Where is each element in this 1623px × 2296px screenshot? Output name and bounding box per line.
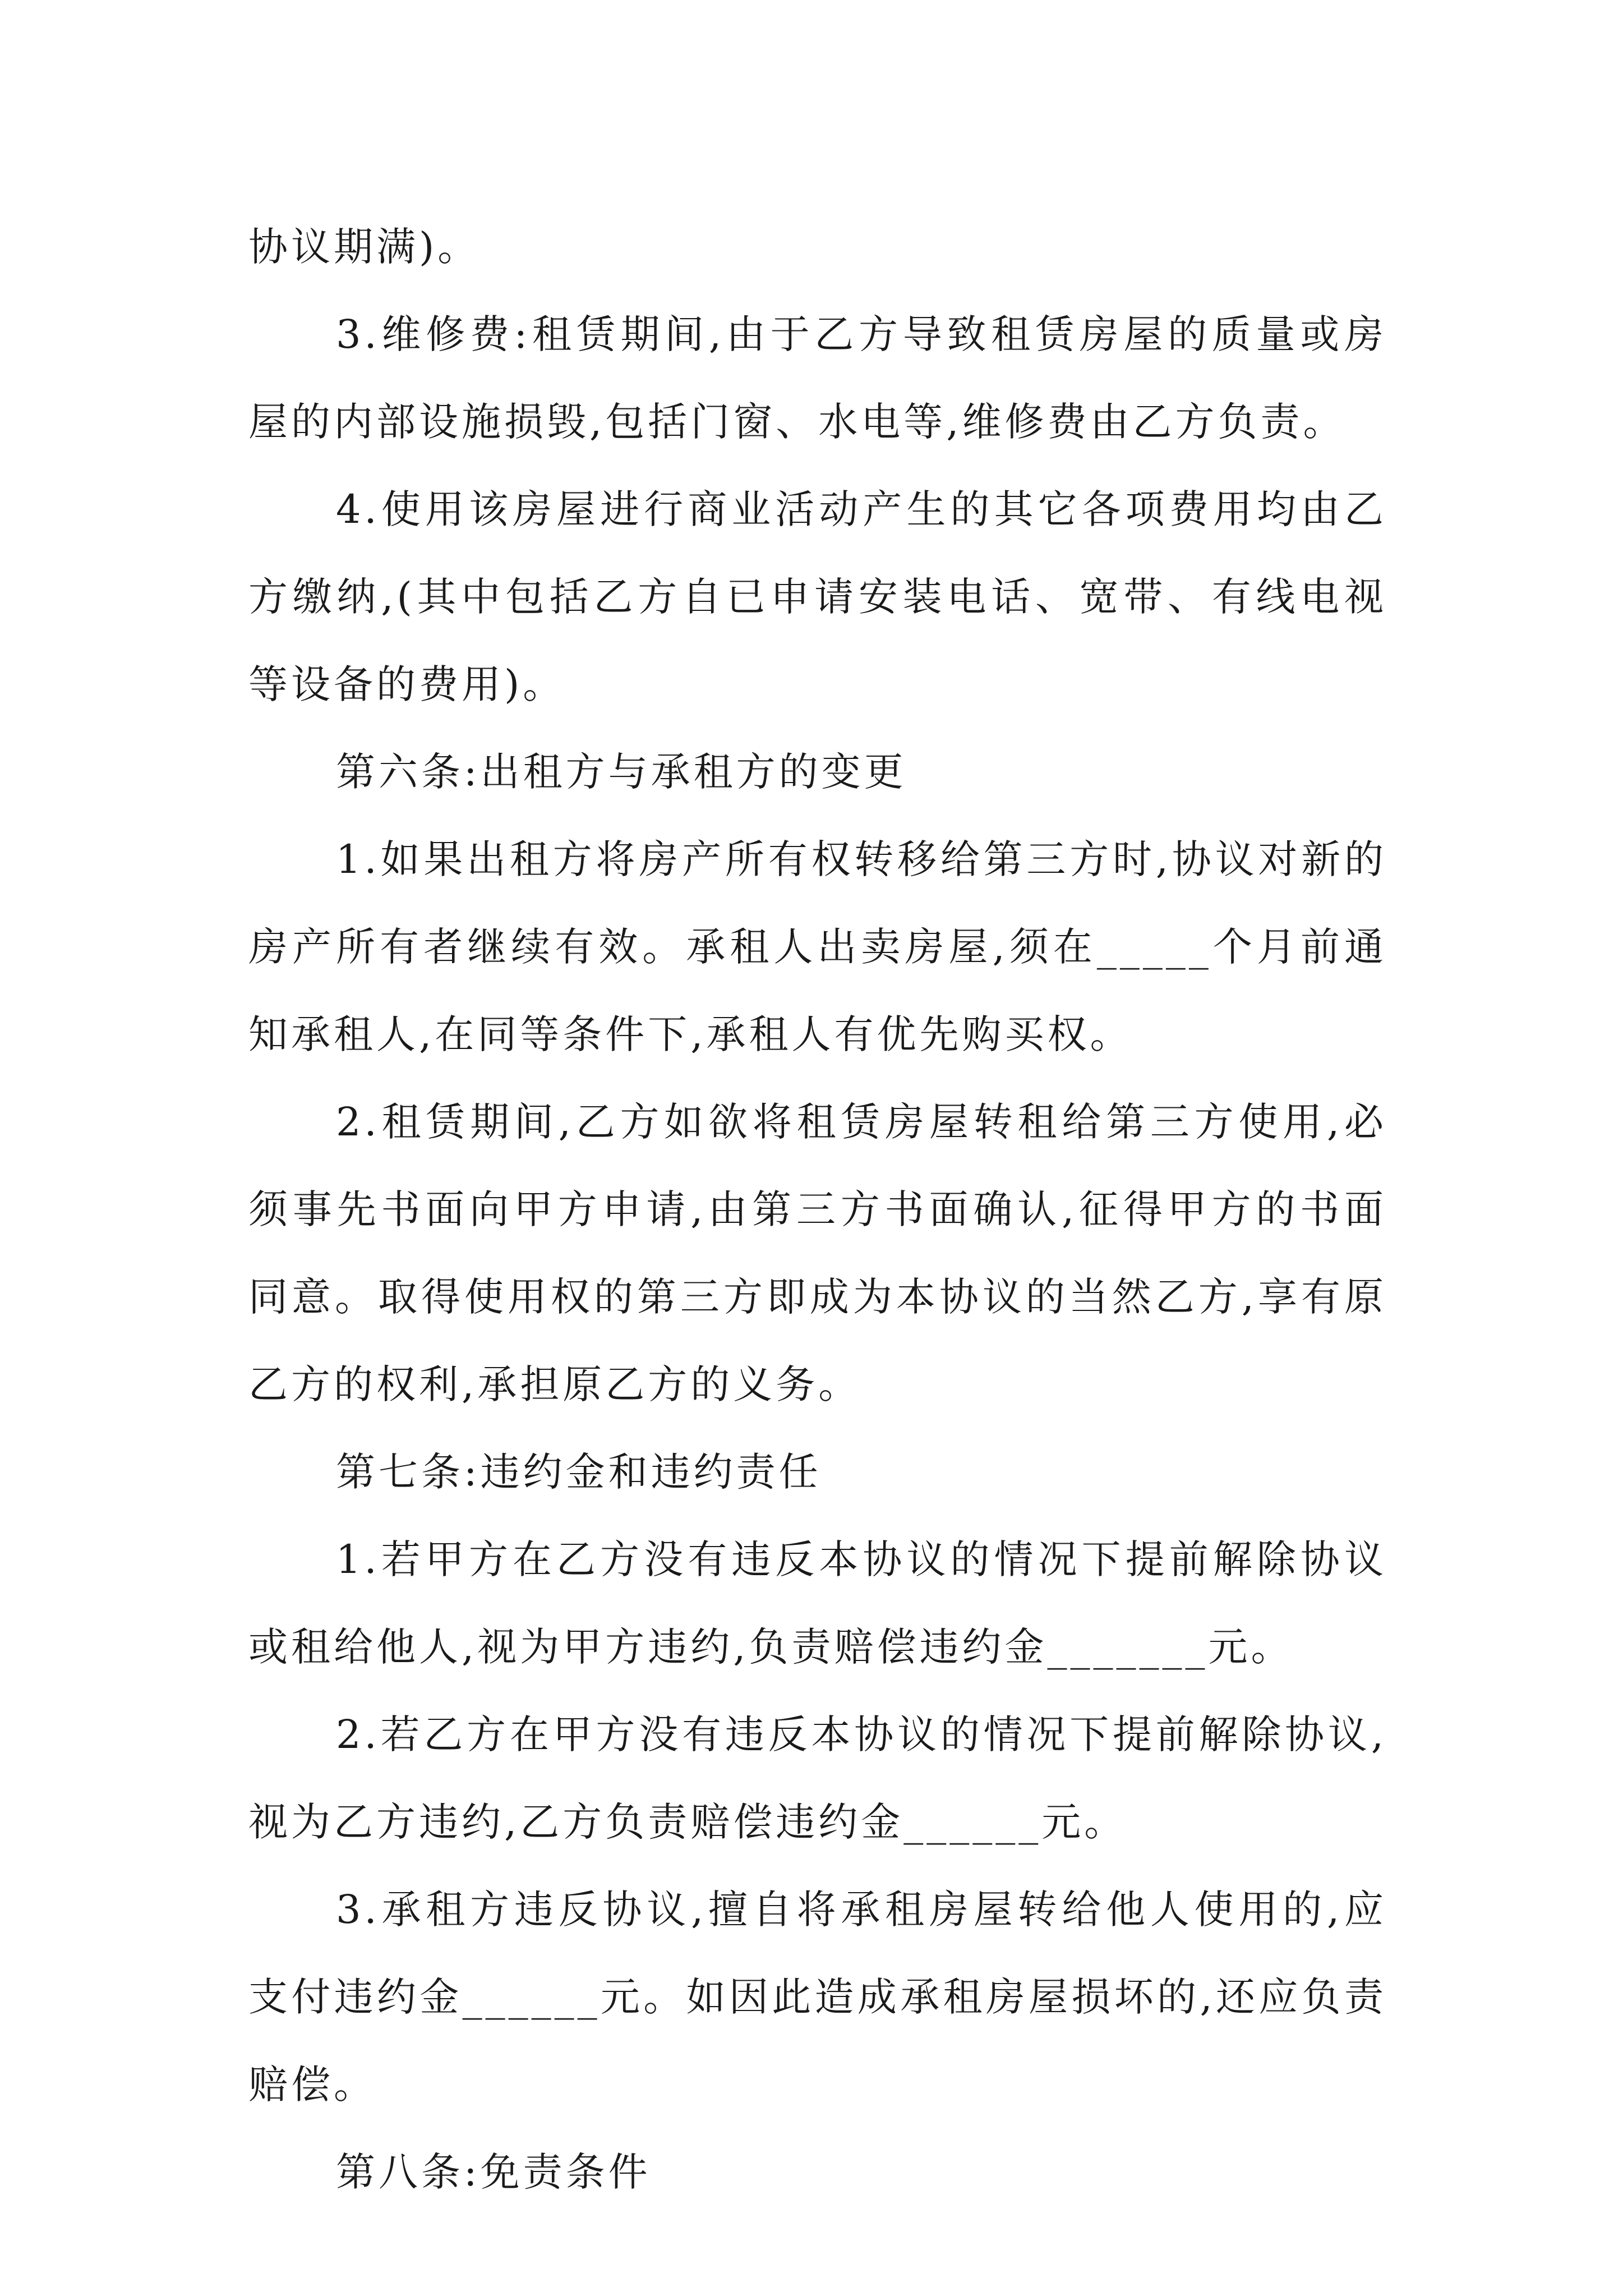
paragraph-continuation: 协议期满)。 xyxy=(248,224,481,270)
document-body xyxy=(248,203,1387,2216)
paragraph-lessee-breach: 2.若乙方在甲方没有违反本协议的情况下提前解除协议,视为乙方违约,乙方负责赔偿违约金______元。 xyxy=(248,1711,1387,1845)
heading-article-6: 第六条:出租方与承租方的变更 xyxy=(336,749,907,795)
paragraph-ownership-transfer: 1.如果出租方将房产所有权转移给第三方时,协议对新的房产所有者继续有效。承租人出卖房屋,须在_____个月前通知承租人,在同等条件下,承租人有优先购买权。 xyxy=(248,836,1387,1057)
paragraph-sublease: 2.租赁期间,乙方如欲将租赁房屋转租给第三方使用,必须事先书面向甲方申请,由第三方书面确认,征得甲方的书面同意。取得使用权的第三方即成为本协议的当然乙方,享有原乙方的权利,承担原乙方的义务。 xyxy=(248,1099,1387,1407)
paragraph-repair-fee: 3.维修费:租赁期间,由于乙方导致租赁房屋的质量或房屋的内部设施损毁,包括门窗、水电等,维修费由乙方负责。 xyxy=(248,311,1387,445)
paragraph-unauthorized-sublease: 3.承租方违反协议,擅自将承租房屋转给他人使用的,应支付违约金______元。如因此造成承租房屋损坏的,还应负责赔偿。 xyxy=(248,1887,1387,2108)
paragraph-lessor-breach: 1.若甲方在乙方没有违反本协议的情况下提前解除协议或租给他人,视为甲方违约,负责赔偿违约金_______元。 xyxy=(248,1536,1387,1670)
paragraph-other-fees: 4.使用该房屋进行商业活动产生的其它各项费用均由乙方缴纳,(其中包括乙方自已申请安装电话、宽带、有线电视等设备的费用)。 xyxy=(248,486,1387,707)
heading-article-7: 第七条:违约金和违约责任 xyxy=(336,1449,822,1495)
heading-article-8: 第八条:免责条件 xyxy=(336,2149,651,2195)
